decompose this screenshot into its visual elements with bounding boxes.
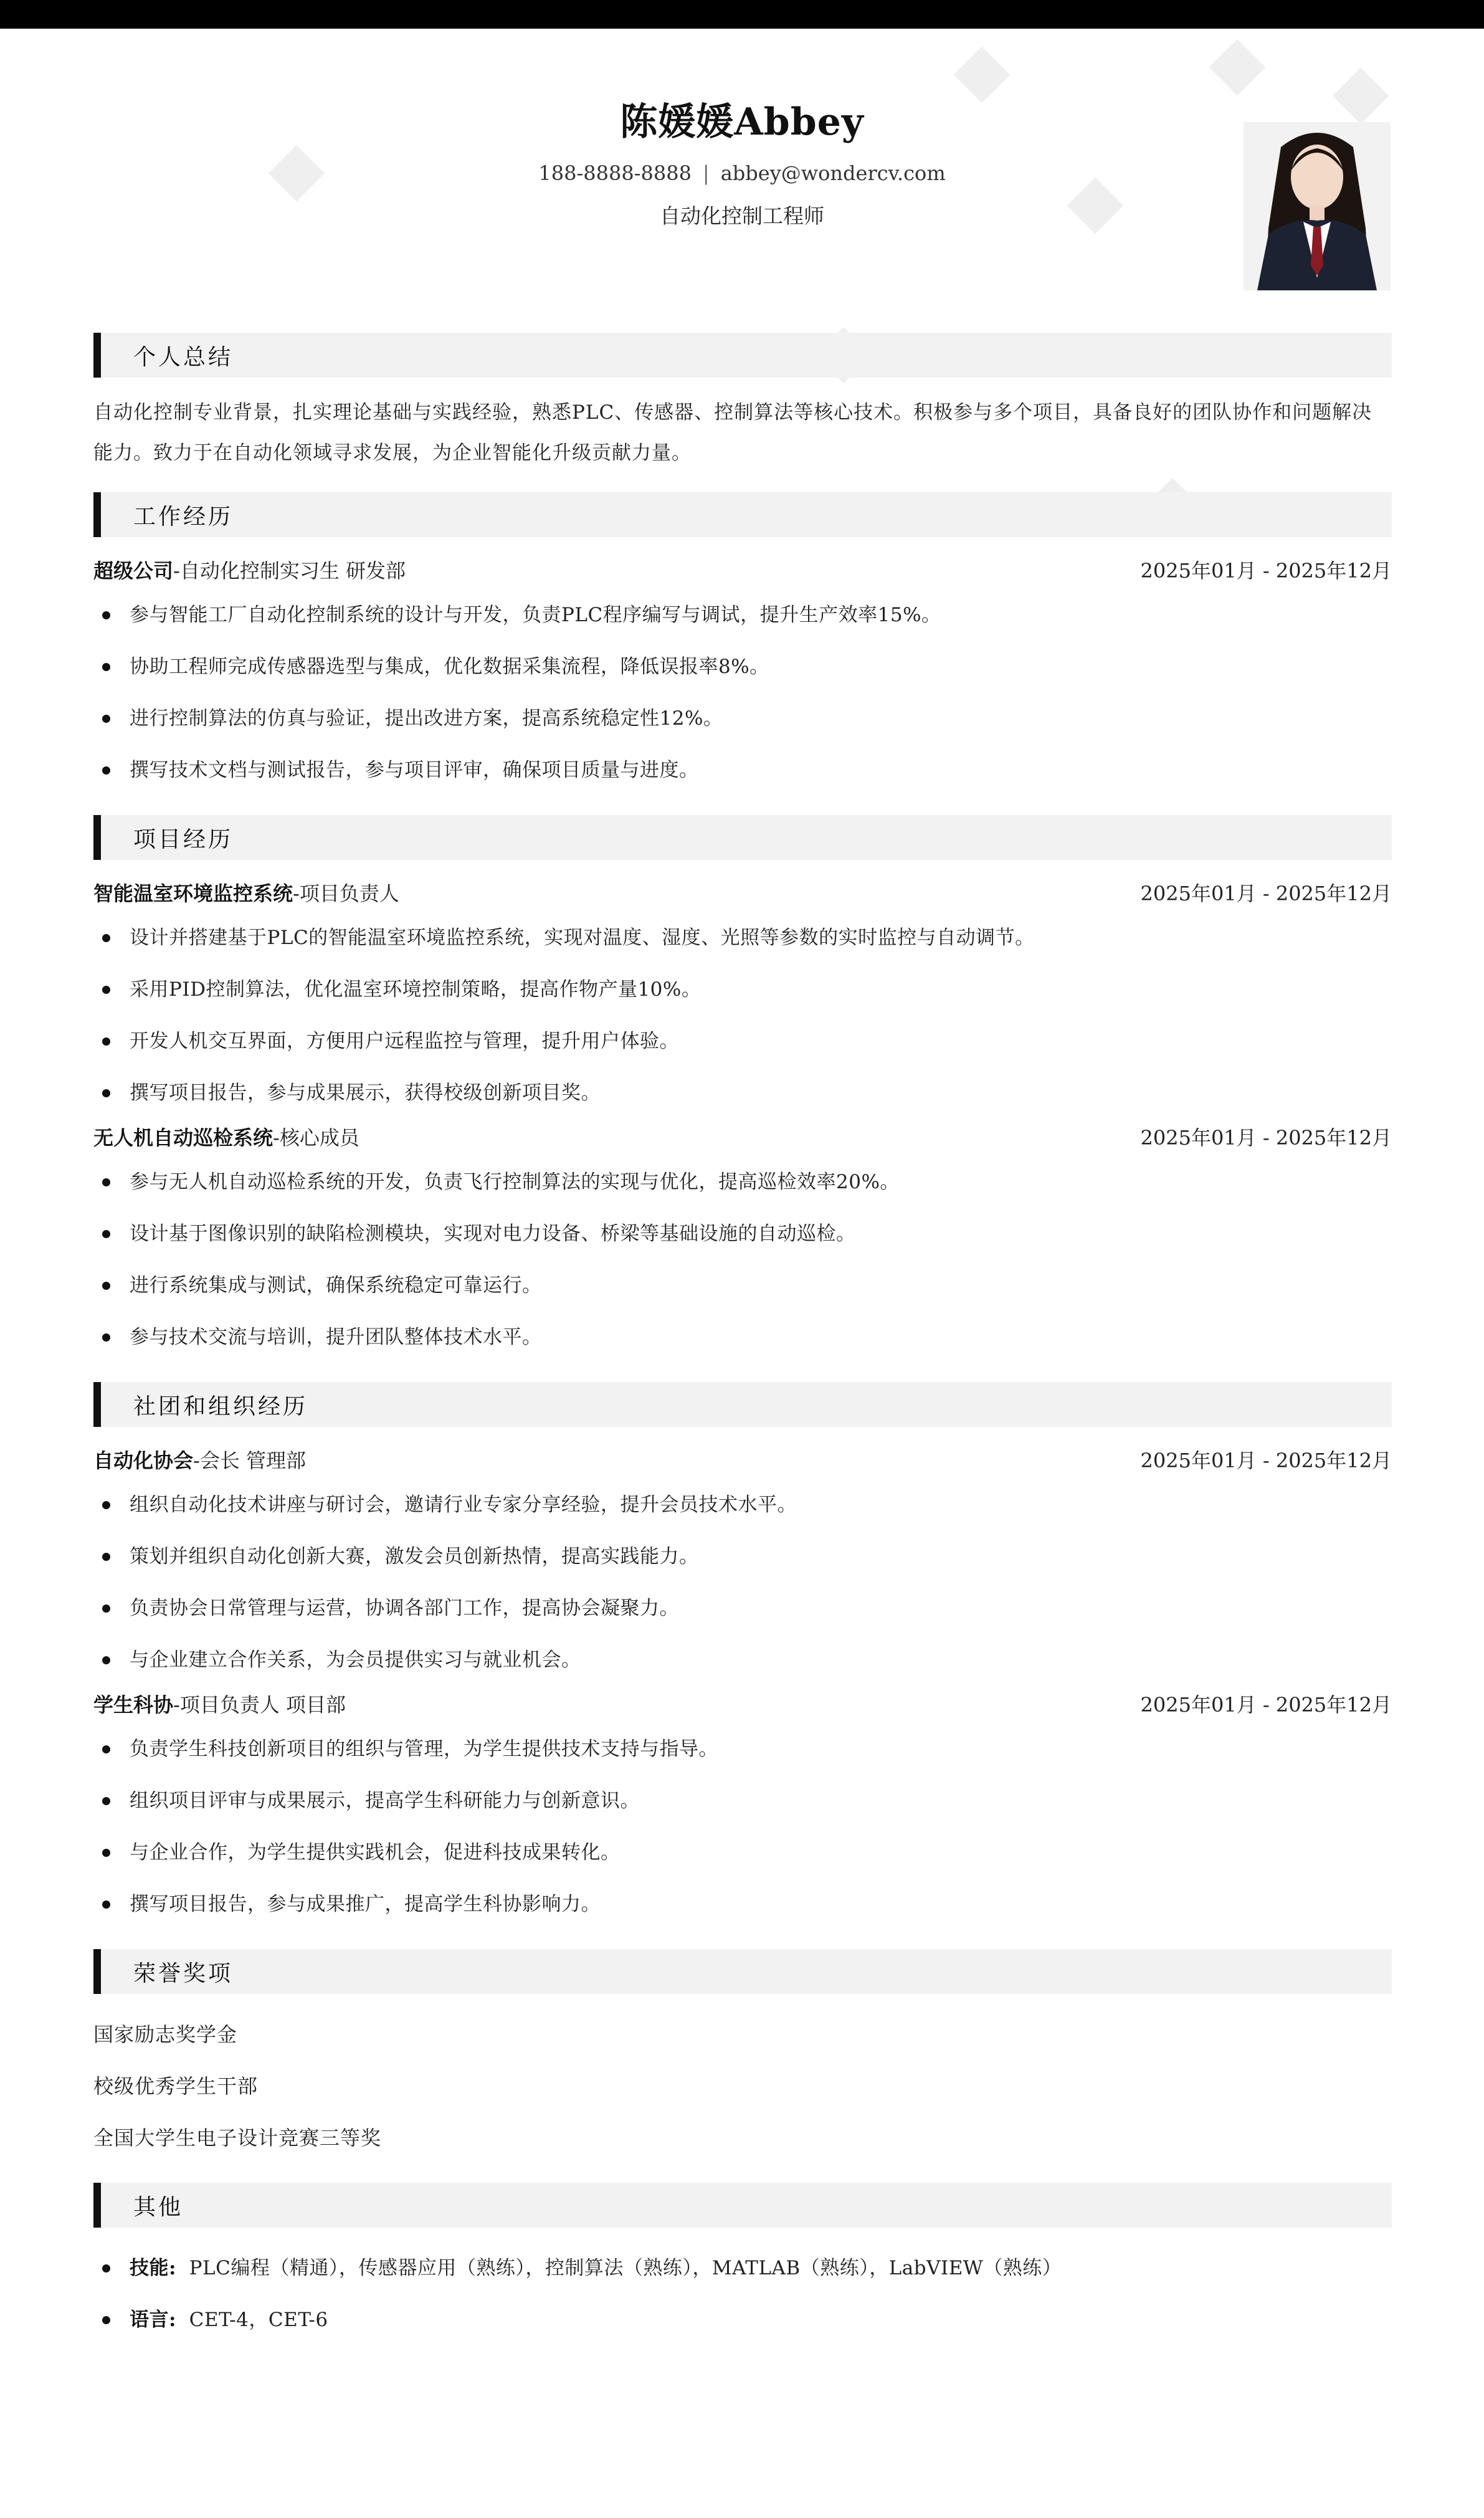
section-heading-work: 工作经历 xyxy=(93,492,1392,537)
organization-name: 学生科协 xyxy=(93,1693,174,1717)
job-title: 自动化控制工程师 xyxy=(660,203,824,228)
entry-title xyxy=(93,875,399,912)
organization-name: 超级公司 xyxy=(93,559,174,583)
bullet-item: 组织项目评审与成果展示，提高学生科研能力与创新意识。 xyxy=(93,1775,1392,1827)
bullet-item: 设计并搭建基于PLC的智能温室环境监控系统，实现对温度、湿度、光照等参数的实时监控与自动调节。 xyxy=(93,912,1392,964)
resume-body xyxy=(93,333,1392,2346)
phone-number: 188-8888-8888 xyxy=(538,161,692,185)
entry-header xyxy=(93,552,1392,589)
section-heading-projects: 项目经历 xyxy=(93,815,1392,860)
entry-header xyxy=(93,1119,1392,1156)
role-text: -项目负责人 项目部 xyxy=(173,1693,346,1717)
section-heading-summary: 个人总结 xyxy=(93,333,1392,378)
bullet-list xyxy=(93,589,1392,796)
bullet-list xyxy=(93,912,1392,1119)
bullet-list xyxy=(93,1724,1392,1930)
project-entry xyxy=(93,1119,1392,1363)
summary-text: 自动化控制专业背景，扎实理论基础与实践经验，熟悉PLC、传感器、控制算法等核心技术。积极参与多个项目，具备良好的团队协作和问题解决能力。致力于在自动化领域寻求发展，为企业智能化升级贡献力量。 xyxy=(93,401,1372,464)
bullet-item: 开发人机交互界面，方便用户远程监控与管理，提升用户体验。 xyxy=(93,1016,1392,1067)
candidate-name: 陈媛媛Abbey xyxy=(620,100,864,144)
entry-title xyxy=(93,1119,359,1156)
organization-name: 自动化协会 xyxy=(93,1449,194,1472)
language-value: CET-4，CET-6 xyxy=(189,2309,328,2331)
project-entry xyxy=(93,875,1392,1119)
bullet-item: 采用PID控制算法，优化温室环境控制策略，提高作物产量10%。 xyxy=(93,964,1392,1016)
skills-label: 技能: xyxy=(130,2257,176,2279)
honor-item: 校级优秀学生干部 xyxy=(93,2074,259,2098)
entry-title xyxy=(93,1442,306,1479)
date-range: 2025年01月 - 2025年12月 xyxy=(1140,1449,1392,1472)
language-item xyxy=(93,2294,1392,2346)
bullet-item: 协助工程师完成传感器选型与集成，优化数据采集流程，降低误报率8%。 xyxy=(93,641,1392,693)
skills-value: PLC编程（精通），传感器应用（熟练），控制算法（熟练），MATLAB（熟练），LabVIEW（熟练） xyxy=(189,2257,1062,2279)
entry-header xyxy=(93,875,1392,912)
bullet-item: 策划并组织自动化创新大赛，激发会员创新热情，提高实践能力。 xyxy=(93,1531,1392,1583)
bullet-item: 与企业合作，为学生提供实践机会，促进科技成果转化。 xyxy=(93,1827,1392,1879)
bullet-list xyxy=(93,1479,1392,1686)
club-entry xyxy=(93,1686,1392,1930)
role-text: -核心成员 xyxy=(273,1126,359,1150)
bullet-item: 参与无人机自动巡检系统的开发，负责飞行控制算法的实现与优化，提高巡检效率20%。 xyxy=(93,1156,1392,1208)
role-text: -项目负责人 xyxy=(293,882,399,905)
bullet-list xyxy=(93,1156,1392,1363)
profile-photo xyxy=(1244,122,1391,290)
entry-header xyxy=(93,1442,1392,1479)
club-entry xyxy=(93,1442,1392,1686)
top-bar xyxy=(0,0,1484,29)
bullet-item: 与企业建立合作关系，为会员提供实习与就业机会。 xyxy=(93,1634,1392,1686)
date-range: 2025年01月 - 2025年12月 xyxy=(1140,1126,1392,1150)
role-text: -会长 管理部 xyxy=(193,1449,307,1472)
bullet-item: 设计基于图像识别的缺陷检测模块，实现对电力设备、桥梁等基础设施的自动巡检。 xyxy=(93,1208,1392,1260)
section-heading-other: 其他 xyxy=(93,2183,1392,2228)
bullet-item: 负责学生科技创新项目的组织与管理，为学生提供技术支持与指导。 xyxy=(93,1724,1392,1775)
bullet-item: 参与智能工厂自动化控制系统的设计与开发，负责PLC程序编写与调试，提升生产效率15%。 xyxy=(93,589,1392,641)
bullet-item: 进行控制算法的仿真与验证，提出改进方案，提高系统稳定性12%。 xyxy=(93,693,1392,745)
email-address: abbey@wondercv.com xyxy=(720,161,946,185)
entry-title xyxy=(93,552,406,589)
portrait-image xyxy=(1244,122,1391,290)
bullet-item: 撰写技术文档与测试报告，参与项目评审，确保项目质量与进度。 xyxy=(93,745,1392,796)
date-range: 2025年01月 - 2025年12月 xyxy=(1140,1693,1392,1717)
bullet-item: 负责协会日常管理与运营，协调各部门工作，提高协会凝聚力。 xyxy=(93,1583,1392,1634)
contact-separator: | xyxy=(702,161,710,185)
bullet-item: 撰写项目报告，参与成果展示，获得校级创新项目奖。 xyxy=(93,1067,1392,1119)
honor-item: 全国大学生电子设计竞赛三等奖 xyxy=(93,2126,382,2150)
date-range: 2025年01月 - 2025年12月 xyxy=(1140,882,1392,905)
decorative-diamond xyxy=(1209,39,1266,96)
work-entry xyxy=(93,552,1392,796)
honor-item: 国家励志奖学金 xyxy=(93,2023,238,2046)
project-name: 智能温室环境监控系统 xyxy=(93,882,293,905)
date-range: 2025年01月 - 2025年12月 xyxy=(1140,559,1392,583)
section-heading-honors: 荣誉奖项 xyxy=(93,1949,1392,1994)
role-text: -自动化控制实习生 研发部 xyxy=(173,559,406,583)
other-list xyxy=(93,2243,1392,2346)
bullet-item: 组织自动化技术讲座与研讨会，邀请行业专家分享经验，提升会员技术水平。 xyxy=(93,1479,1392,1531)
bullet-item: 撰写项目报告，参与成果推广，提高学生科协影响力。 xyxy=(93,1879,1392,1930)
section-heading-clubs: 社团和组织经历 xyxy=(93,1382,1392,1427)
entry-title xyxy=(93,1686,346,1724)
project-name: 无人机自动巡检系统 xyxy=(93,1126,273,1150)
bullet-item: 进行系统集成与测试，确保系统稳定可靠运行。 xyxy=(93,1260,1392,1312)
skills-item xyxy=(93,2243,1392,2294)
decorative-diamond xyxy=(954,47,1011,103)
entry-header xyxy=(93,1686,1392,1724)
bullet-item: 参与技术交流与培训，提升团队整体技术水平。 xyxy=(93,1312,1392,1363)
language-label: 语言: xyxy=(130,2309,176,2331)
